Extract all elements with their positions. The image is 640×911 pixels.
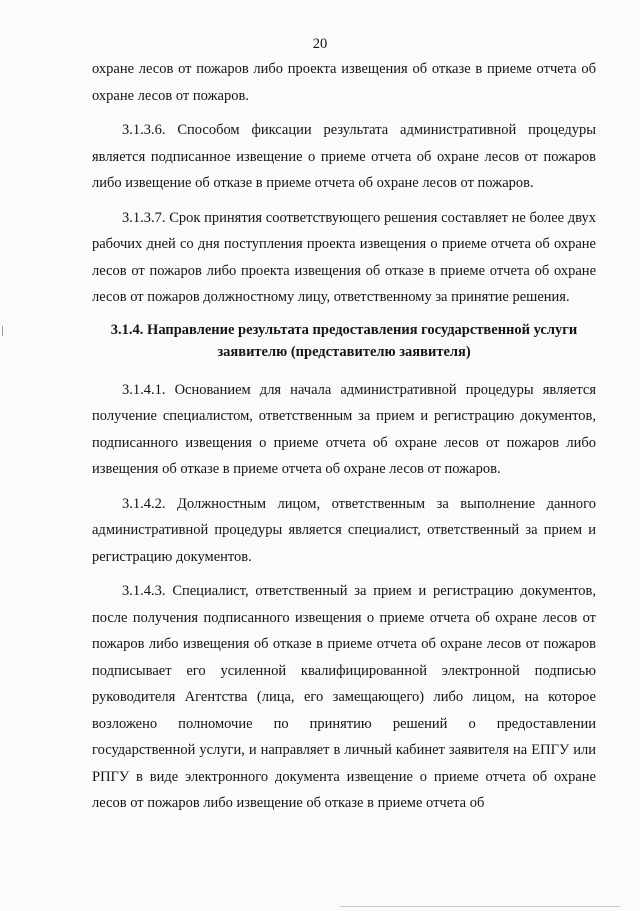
paragraph-3-1-4-2: 3.1.4.2. Должностным лицом, ответственным за выполнение данного административной процедуры является специалист, ответственный за прием и регистрацию документов. bbox=[92, 495, 596, 565]
paragraph-3-1-3-7: 3.1.3.7. Срок принятия соответствующего решения составляет не более двух рабочих дней со дня поступления проекта извещения о приеме отчета об охране лесов от пожаров либо проекта извещения об отказе в приеме отчета об охране лесов от пожаров должностному лицу, ответственному за принятие решения. bbox=[92, 209, 596, 305]
paragraph-3-1-4-3: 3.1.4.3. Специалист, ответственный за прием и регистрацию документов, после получения подписанного извещения о приеме отчета об охране лесов от пожаров либо извещения об отказе в приеме отчета об охране лесов от пожаров подписывает его усиленной квалифицированной электронной подписью руководителя Агентства (лица, его замещающего) либо лицом, на которое возложено полномочие по принятию решений о предоставлении государственной услуги, и направляет в личный кабинет заявителя на ЕПГУ или РПГУ в виде электронного документа извещение о приеме отчета об охране лесов от пожаров либо извещение об отказе в приеме отчета об bbox=[92, 583, 596, 811]
paragraph-3-1-3-6: 3.1.3.6. Способом фиксации результата административной процедуры является подписанное извещение о приеме отчета об охране лесов от пожаров либо извещение об отказе в приеме отчета об охране лесов от пожаров. bbox=[92, 122, 596, 191]
paragraph-3-1-4-1: 3.1.4.1. Основанием для начала административной процедуры является получение специалистом, ответственным за прием и регистрацию документов, подписанного извещения о приеме отчета об охране лесов от пожаров либо извещения об отказе в приеме отчета об охране лесов от пожаров. bbox=[92, 381, 596, 477]
section-heading-3-1-4: 3.1.4. Направление результата предоставления государственной услуги заявителю (представителю заявителя) bbox=[110, 321, 578, 360]
page-number: 20 bbox=[312, 36, 328, 52]
document-body bbox=[92, 56, 596, 817]
paragraph-continuation: охране лесов от пожаров либо проекта извещения об отказе в приеме отчета об охране лесов от пожаров. bbox=[92, 61, 596, 104]
scan-artifact-bottom-line bbox=[340, 906, 620, 907]
scan-artifact-left bbox=[2, 326, 3, 336]
